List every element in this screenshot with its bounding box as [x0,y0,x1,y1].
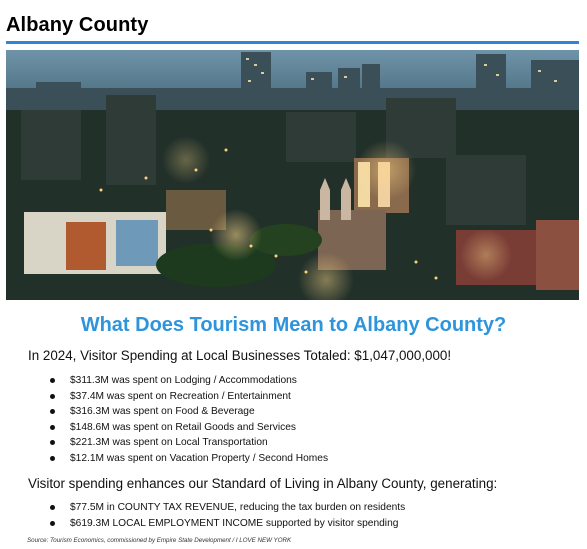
bullet-icon [50,505,55,510]
standard-list [48,500,405,531]
bullet-icon [50,378,55,383]
spending-intro: In 2024, Visitor Spending at Local Businesses Totaled: $1,047,000,000! [28,348,452,363]
standard-intro: Visitor spending enhances our Standard of Living in Albany County, generating: [28,476,498,491]
bullet-icon [50,456,55,461]
list-item: $221.3M was spent on Local Transportation [48,435,328,451]
bullet-icon [50,425,55,430]
list-item: $148.6M was spent on Retail Goods and Services [48,420,328,436]
source-note: Source: Tourism Economics, commissioned by Empire State Development / I LOVE NEW YORK [27,537,292,544]
bullet-icon [50,521,55,526]
spending-list [48,373,328,467]
tourism-headline: What Does Tourism Mean to Albany County? [80,314,507,336]
list-item: $12.1M was spent on Vacation Property / Second Homes [48,451,328,467]
list-item: $37.4M was spent on Recreation / Entertainment [48,389,328,405]
list-item: $311.3M was spent on Lodging / Accommodations [48,373,328,389]
bullet-icon [50,409,55,414]
bullet-icon [50,394,55,399]
page-title: Albany County [6,14,149,36]
city-aerial-photo [6,50,579,300]
bullet-icon [50,440,55,445]
list-item: $77.5M in COUNTY TAX REVENUE, reducing the tax burden on residents [48,500,405,516]
list-item: $619.3M LOCAL EMPLOYMENT INCOME supported by visitor spending [48,516,405,532]
list-item: $316.3M was spent on Food & Beverage [48,404,328,420]
title-divider [6,41,579,44]
